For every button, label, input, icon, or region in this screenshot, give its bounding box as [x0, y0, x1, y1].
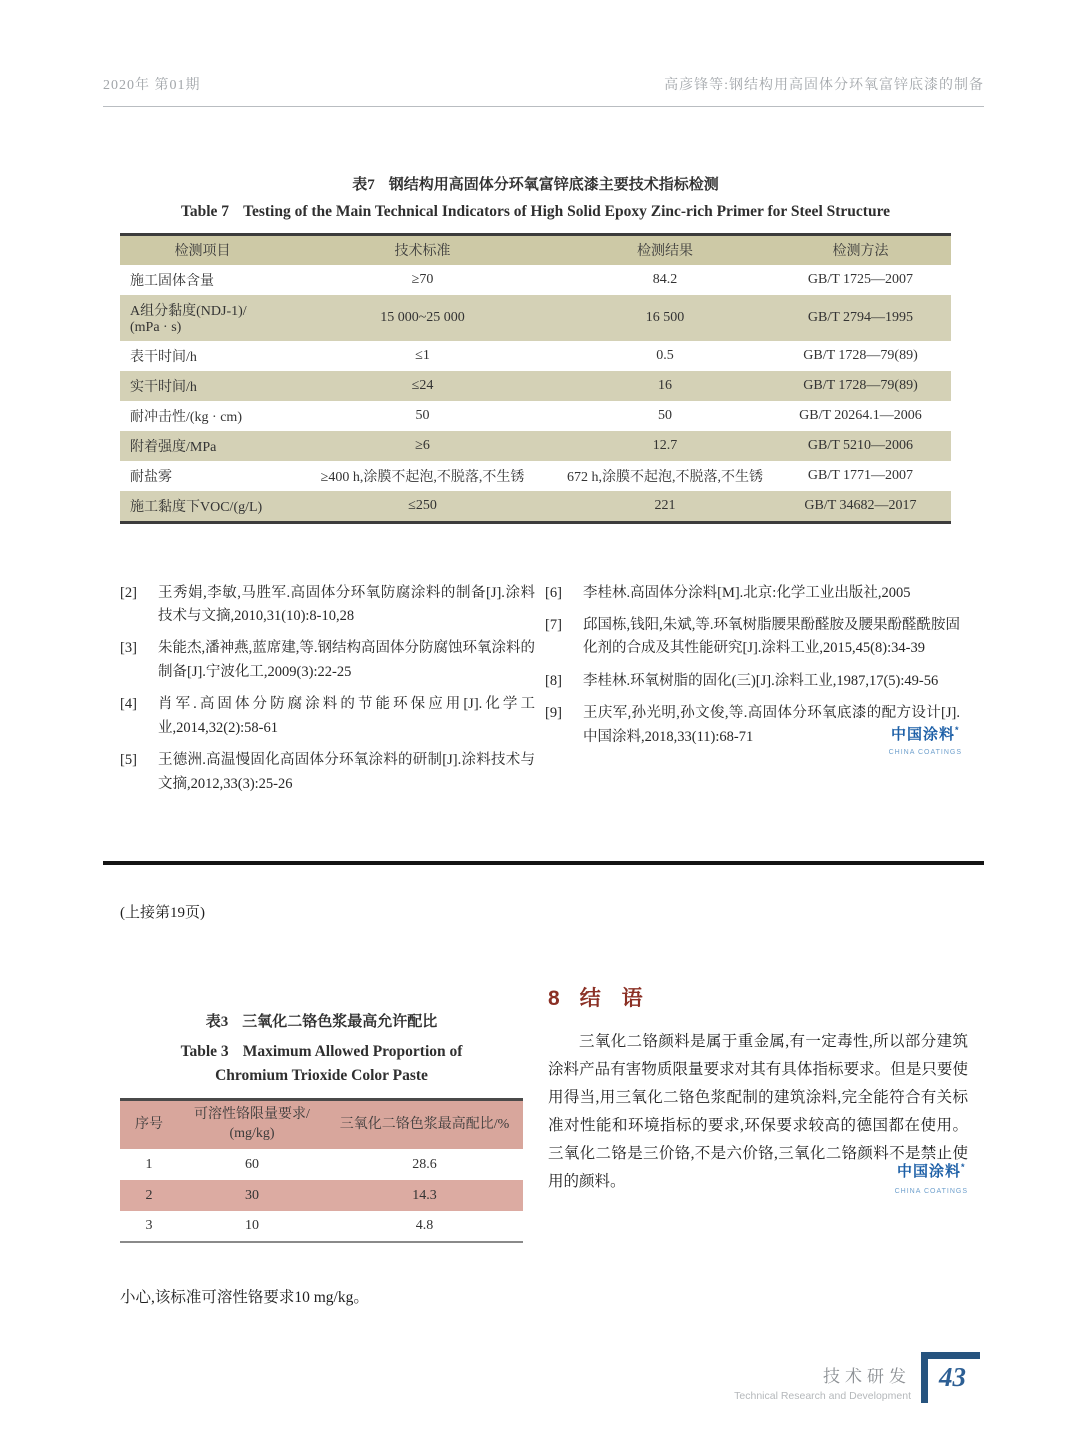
table-cell: ≥70 — [411, 271, 434, 287]
table7-header-row — [120, 235, 951, 265]
reference-text: 王德洲.高温慢固化高固体分环氧涂料的研制[J].涂料技术与文摘,2012,33(3):25-26 — [158, 752, 535, 792]
table7-label-cn: 表7 — [352, 177, 375, 193]
china-coatings-logo-en: CHINA COATINGS — [888, 749, 962, 757]
reference-label: [5] — [120, 752, 137, 769]
table-cell: ≤250 — [285, 491, 560, 523]
table-row — [120, 401, 951, 431]
table-cell: GB/T 1725—2007 — [807, 271, 914, 287]
table-cell: 表干时间/h — [130, 349, 197, 365]
china-coatings-logo-cn: 中国涂料* — [891, 724, 960, 743]
conclusion-title: 结 语 — [579, 987, 643, 1011]
page-number: 43 — [939, 1362, 966, 1392]
reference-label: [8] — [545, 672, 562, 689]
table-cell: 实干时间/h — [120, 371, 285, 401]
table-cell: GB/T 34682—2017 — [770, 491, 951, 523]
table-row — [120, 461, 951, 491]
table3-header-row — [120, 1100, 523, 1149]
table-cell: ≤24 — [285, 371, 560, 401]
references-left-column — [120, 582, 535, 806]
table-cell: ≥400 h,涂膜不起泡,不脱落,不生锈 — [320, 469, 525, 485]
table7-col-header: 技术标准 — [285, 235, 560, 265]
table-row — [120, 371, 951, 401]
table-cell: 16 — [560, 371, 770, 401]
table-cell: 50 — [658, 407, 672, 423]
reference-item — [120, 749, 535, 796]
table-cell: 12.7 — [560, 431, 770, 461]
table3-col-header: 序号 — [120, 1100, 178, 1149]
table-cell: 30 — [178, 1180, 326, 1211]
table-row — [120, 1180, 523, 1211]
table-cell: GB/T 5210—2006 — [770, 431, 951, 461]
table-row — [120, 1149, 523, 1180]
table-cell: 221 — [560, 491, 770, 523]
footer-section-name — [734, 1362, 911, 1402]
reference-label: [6] — [545, 584, 562, 601]
footer-section-cn: 技术研发 — [823, 1367, 911, 1386]
table-row — [120, 295, 951, 341]
table-row — [120, 431, 951, 461]
table-row — [120, 1211, 523, 1242]
table3-title-cn-text: 三氧化二铬色浆最高允许配比 — [242, 1014, 438, 1031]
table-cell: 0.5 — [656, 347, 674, 363]
reference-text: 王秀娟,李敏,马胜军.高固体分环氧防腐涂料的制备[J].涂料技术与文摘,2010,31(10):8-10,28 — [158, 584, 535, 624]
table7-col-header: 检测方法 — [770, 235, 951, 265]
table-cell: 84.2 — [652, 271, 678, 287]
reference-label: [4] — [120, 696, 137, 713]
reference-label: [2] — [120, 584, 137, 601]
table-cell: GB/T 1728—79(89) — [770, 371, 951, 401]
reference-item — [120, 582, 535, 629]
header-article-title: 高彦锋等:钢结构用高固体分环氧富锌底漆的制备 — [664, 78, 984, 93]
table3-title-cn — [120, 1010, 523, 1031]
conclusion-body — [548, 1028, 968, 1195]
table-cell: 16 500 — [560, 295, 770, 341]
reference-item — [545, 670, 960, 693]
china-coatings-logo — [895, 1163, 968, 1198]
table3-label-cn: 表3 — [205, 1014, 229, 1031]
reference-text: 肖军.高固体分防腐涂料的节能环保应用[J].化学工业,2014,32(2):58-61 — [158, 696, 535, 736]
footer-section-en: Technical Research and Development — [734, 1390, 911, 1402]
reference-item — [545, 614, 960, 661]
reference-label: [9] — [545, 705, 562, 722]
table-row — [120, 341, 951, 371]
reference-text: 邱国栋,钱阳,朱斌,等.环氧树脂腰果酚醛胺及腰果酚醛酰胺固化剂的合成及其性能研究[J].涂料工业,2015,45(8):34-39 — [583, 616, 960, 657]
conclusion-number: 8 — [548, 987, 560, 1011]
table-cell: GB/T 20264.1—2006 — [799, 407, 922, 423]
table-row — [120, 491, 951, 523]
reference-text: 李桂林.环氧树脂的固化(三)[J].涂料工业,1987,17(5):49-56 — [583, 672, 939, 689]
table-cell: 50 — [415, 407, 430, 423]
bottom-columns — [120, 980, 984, 1307]
reference-text: 王庆军,孙光明,孙文俊,等.高固体分环氧底漆的配方设计[J].中国涂料,2018,33(11):68-71 — [583, 705, 960, 745]
table7-title-en — [120, 203, 951, 221]
reference-item — [545, 702, 962, 757]
table7-title-en-text: Testing of the Main Technical Indicators of High Solid Epoxy Zinc-rich Primer for Steel Structure — [243, 203, 891, 220]
page-footer — [734, 1352, 980, 1403]
reference-text: 李桂林.高固体分涂料[M].北京:化学工业出版社,2005 — [583, 584, 911, 601]
table-cell: 1 — [145, 1156, 153, 1172]
continuation-note: (上接第19页) — [120, 905, 205, 922]
table7-section — [120, 173, 951, 524]
page-header — [103, 0, 984, 107]
reference-item — [120, 693, 535, 740]
table-cell: 耐盐雾 — [130, 469, 172, 485]
references-right-column — [545, 582, 960, 806]
china-coatings-logo-en: CHINA COATINGS — [894, 1188, 968, 1196]
table7-col-header: 检测结果 — [560, 235, 770, 265]
section-divider — [103, 861, 984, 865]
table-row — [120, 265, 951, 295]
table3 — [120, 1098, 523, 1243]
table-cell: 附着强度/MPa — [120, 431, 285, 461]
conclusion-heading — [548, 982, 968, 1012]
reference-text: 朱能杰,潘神燕,蓝席建,等.钢结构高固体分防腐蚀环氧涂料的制备[J].宁波化工,2009(3):22-25 — [158, 640, 535, 680]
page-number-bracket — [921, 1352, 980, 1403]
table7 — [120, 233, 951, 524]
table-cell: 60 — [245, 1156, 259, 1172]
page-content — [103, 0, 984, 1307]
table3-section — [120, 980, 523, 1307]
table-cell: 3 — [145, 1218, 153, 1234]
table-cell: A组分黏度(NDJ-1)/ (mPa · s) — [120, 295, 285, 341]
table-cell: 施工固体含量 — [130, 273, 214, 289]
table3-label-en: Table 3 — [180, 1043, 229, 1061]
table-cell: 14.3 — [326, 1180, 523, 1211]
table-cell: 耐冲击性/(kg · cm) — [130, 409, 242, 425]
table-cell: 672 h,涂膜不起泡,不脱落,不生锈 — [567, 469, 763, 485]
header-issue: 2020年 第01期 — [103, 78, 201, 93]
table7-label-en: Table 7 — [180, 203, 230, 220]
trademark-icon: * — [961, 1161, 966, 1172]
table7-title-cn — [120, 173, 951, 194]
table3-col-header: 三氧化二铬色浆最高配比/% — [326, 1100, 523, 1149]
conclusion-section — [548, 980, 968, 1307]
references-section — [120, 582, 963, 806]
table3-note: 小心,该标准可溶性铬要求10 mg/kg。 — [120, 1289, 369, 1307]
table-cell: GB/T 1728—79(89) — [803, 347, 918, 363]
conclusion-paragraph: 三氧化二铬颜料是属于重金属,有一定毒性,所以部分建筑涂料产品有害物质限量要求对其有具体指标要求。但是只要使用得当,用三氧化二铬色浆配制的建筑涂料,完全能符合有关标准对性能和环境指标的要求,环保要求较高的德国都在使用。三氧化二铬是三价铬,不是六价铬,三氧化二铬颜料不是禁止使用的颜料。 — [548, 1033, 968, 1190]
table7-title-cn-text: 钢结构用高固体分环氧富锌底漆主要技术指标检测 — [388, 177, 719, 193]
china-coatings-logo-cn: 中国涂料* — [897, 1161, 966, 1180]
table-cell: 施工黏度下VOC/(g/L) — [120, 491, 285, 523]
table3-wrap — [120, 1010, 523, 1243]
table3-title-en-text: Maximum Allowed Proportion of Chromium Trioxide Color Paste — [215, 1043, 463, 1085]
table3-title-en — [120, 1040, 523, 1088]
reference-item — [120, 637, 535, 684]
table3-col-header: 可溶性铬限量要求/ (mg/kg) — [178, 1100, 326, 1149]
reference-item — [545, 582, 960, 605]
table-cell: 28.6 — [412, 1156, 437, 1172]
table-cell: ≥6 — [285, 431, 560, 461]
table-cell: GB/T 1771—2007 — [807, 467, 914, 483]
trademark-icon: * — [955, 724, 960, 735]
table-cell: 15 000~25 000 — [285, 295, 560, 341]
table-cell: 2 — [120, 1180, 178, 1211]
table-cell: GB/T 2794—1995 — [770, 295, 951, 341]
table-cell: 4.8 — [415, 1218, 434, 1234]
reference-label: [7] — [545, 616, 562, 633]
table-cell: ≤1 — [415, 347, 430, 363]
china-coatings-logo — [889, 726, 962, 760]
table7-col-header: 检测项目 — [120, 235, 285, 265]
table-cell: 10 — [245, 1218, 259, 1234]
reference-label: [3] — [120, 640, 137, 657]
